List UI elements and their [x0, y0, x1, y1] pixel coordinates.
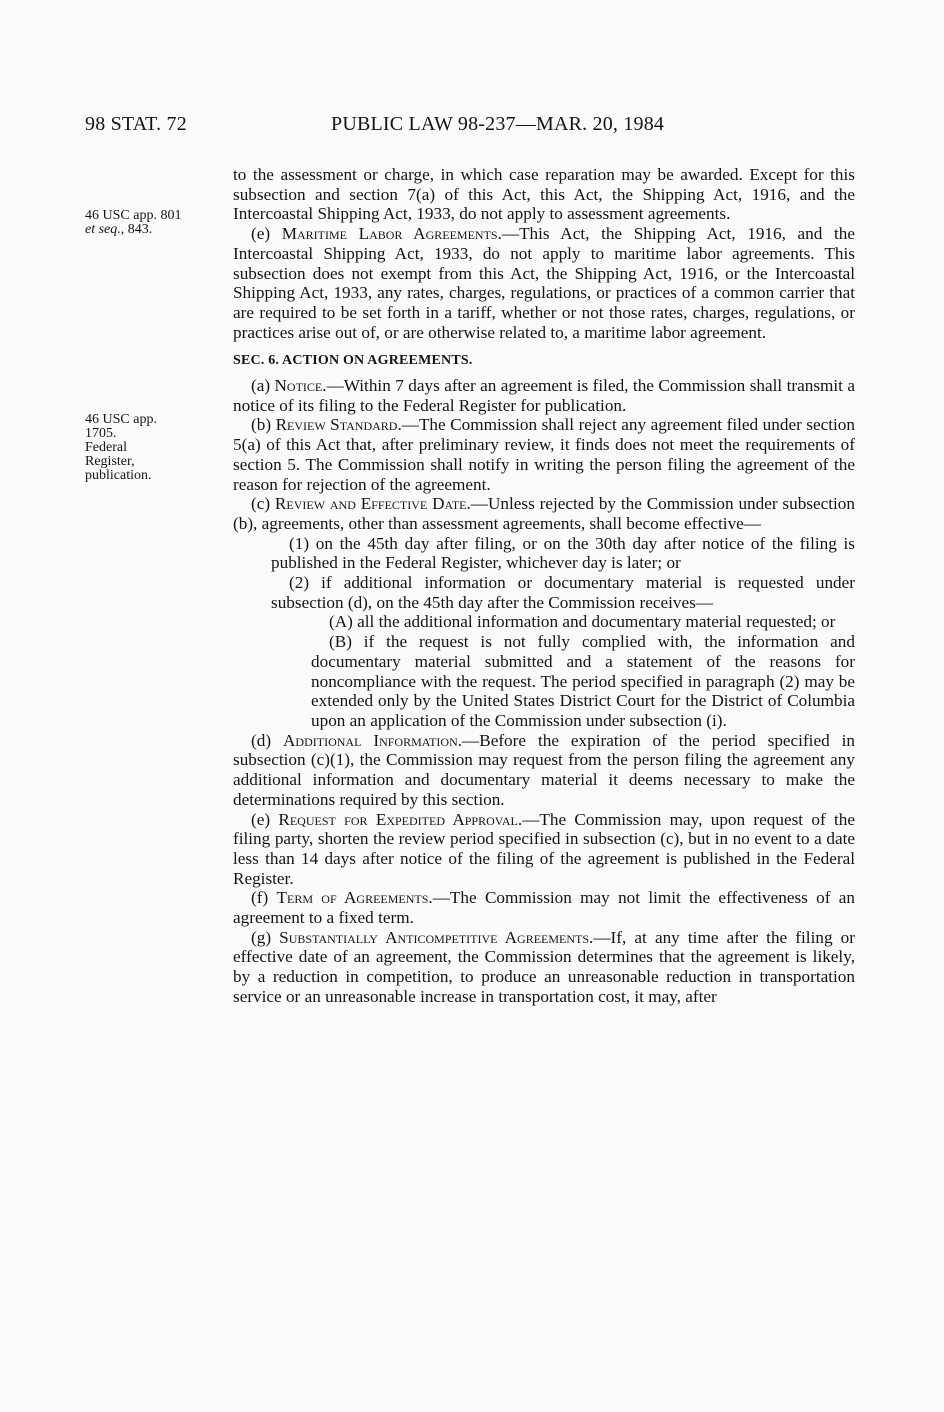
paragraph-f-term — [233, 888, 855, 927]
paragraph-e-expedited — [233, 810, 855, 889]
page-title: PUBLIC LAW 98-237—MAR. 20, 1984 — [331, 113, 665, 135]
paragraph-text: —This Act, the Shipping Act, 1916, and the Intercoastal Shipping Act, 1933, do not apply to maritime labor agreements. This subsection does not exempt from this Act, the Shipping Act, 1916, or the Intercoastal Shipping Act, 1933, any rates, charges, regulations, or practices of a common carrier that are required to be set forth in a tariff, whether or not those rates, charges, regulations, or practices arise out of, or are otherwise related to, a maritime labor agreement. — [233, 224, 855, 342]
paragraph-c1: (1) on the 45th day after filing, or on the 30th day after notice of the filing is published in the Federal Register, whichever day is later; or — [271, 533, 855, 573]
paragraph-d-additional-info — [233, 731, 855, 810]
paragraph-heading: Substantially Anticompetitive Agreements. — [279, 927, 594, 947]
margin-citation-1-italic: et seq. — [85, 222, 121, 237]
paragraph-heading: Review and Effective Date. — [274, 494, 471, 514]
paragraph-e-maritime — [233, 224, 855, 342]
margin-citation-1-line2 — [85, 223, 205, 237]
paragraph-label: (d) — [251, 730, 283, 750]
paragraph-label: (e) — [251, 224, 282, 244]
paragraph-c2B: (B) if the request is not fully complied with, the information and documentary material submitted and a statement of the reasons for noncompliance with the request. The period specified in paragraph (2) may be extended only by the United States District Court for the District of Columbia upon an application of the Commission under subsection (i). — [311, 632, 855, 730]
margin-citation-2-line1: 46 USC app. — [85, 412, 157, 427]
paragraph-text: —The Commission may, upon request of the filing party, shorten the review period specified in subsection (c), but in no event to a date less than 14 days after notice of the filing of the agreement is published in the Federal Register. — [233, 809, 855, 888]
paragraph-a-notice — [233, 376, 855, 415]
margin-citation-2 — [85, 413, 205, 483]
paragraph-text: —Before the expiration of the period specified in subsection (c)(1), the Commission may request from the person filing the agreement any additional information and documentary material it deems necessary to make the determinations required by this section. — [233, 730, 855, 809]
paragraph-heading: Request for Expedited Approval. — [278, 809, 523, 829]
paragraph-label: (b) — [251, 415, 276, 435]
paragraph-heading: Maritime Labor Agreements. — [281, 224, 502, 244]
statute-body — [233, 165, 855, 1007]
page-header — [0, 113, 944, 143]
paragraph-g-anticompetitive — [233, 928, 855, 1007]
margin-citation-2-line4: Register, — [85, 454, 135, 469]
margin-citation-2-line5: publication. — [85, 468, 152, 483]
paragraph-label: (a) — [251, 376, 275, 396]
margin-citation-1-line1: 46 USC app. 801 — [85, 208, 182, 223]
paragraph-c-effective-date — [233, 494, 855, 533]
paragraph-text: —The Commission shall reject any agreement filed under section 5(a) of this Act that, after preliminary review, it finds does not meet the requirements of section 5. The Commission shall notify in writing the person filing the agreement of the reason for rejection of the agreement. — [233, 415, 855, 494]
paragraph-text: —The Commission may not limit the effectiveness of an agreement to a fixed term. — [233, 888, 855, 928]
page-reference: 98 STAT. 72 — [85, 113, 187, 135]
paragraph-c2: (2) if additional information or documentary material is requested under subsection (d), on the 45th day after the Commission receives— — [271, 573, 855, 612]
paragraph-text: —Within 7 days after an agreement is filed, the Commission shall transmit a notice of its filing to the Federal Register for publication. — [233, 376, 855, 415]
margin-citation-2-line3: Federal — [85, 440, 127, 455]
margin-citation-1 — [85, 209, 205, 237]
margin-citation-1-tail: , 843. — [120, 222, 153, 237]
paragraph-c2A: (A) all the additional information and documentary material requested; or — [329, 612, 836, 632]
paragraph-label: (e) — [251, 809, 279, 829]
section-heading: SEC. 6. ACTION ON AGREEMENTS. — [233, 353, 473, 369]
paragraph-label: (c) — [251, 494, 275, 514]
paragraph-text: —If, at any time after the filing or effective date of an agreement, the Commission determines that the agreement is likely, by a reduction in competition, to produce an unreasonable reduction in transportation service or an unreasonable increase in transportation cost, it may, after — [233, 927, 855, 1006]
margin-citation-2-line2: 1705. — [85, 426, 117, 441]
paragraph-text: —Unless rejected by the Commission under subsection (b), agreements, other than assessment agreements, shall become effective— — [233, 494, 855, 533]
paragraph-continued: to the assessment or charge, in which case reparation may be awarded. Except for this subsection and section 7(a) of this Act, this Act, the Shipping Act, 1916, and the Intercoastal Shipping Act, 1933, do not apply to assessment agreements. — [233, 165, 855, 224]
paragraph-heading: Term of Agreements. — [276, 888, 433, 908]
paragraph-label: (g) — [251, 927, 280, 947]
paragraph-heading: Additional Information. — [283, 730, 463, 750]
paragraph-heading: Notice. — [274, 376, 327, 396]
paragraph-heading: Review Standard. — [275, 415, 402, 435]
paragraph-b-review-standard — [233, 415, 855, 494]
paragraph-label: (f) — [251, 888, 277, 908]
